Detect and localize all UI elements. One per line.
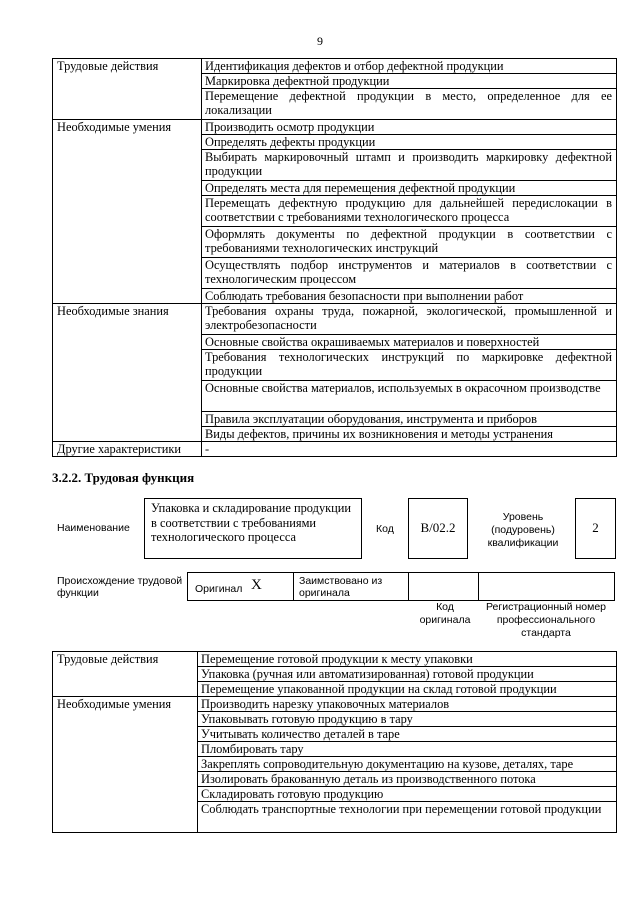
page-number: 9 xyxy=(317,34,323,48)
table-row: Оформлять документы по дефектной продукции в соответствии с требованиями технологических инструкций xyxy=(202,227,617,258)
code-label: Код xyxy=(376,523,394,535)
group-label: Необходимые знания xyxy=(53,304,202,442)
name-label: Наименование xyxy=(57,522,130,534)
table-row: Требования технологических инструкций по маркировке дефектной продукции xyxy=(202,350,617,381)
work-function-table-1 xyxy=(52,58,617,457)
table-row: Закреплять сопроводительную документацию на кузове, деталях, таре xyxy=(198,757,617,772)
divider xyxy=(408,572,409,601)
code-value: B/02.2 xyxy=(420,520,456,535)
work-function-table-2 xyxy=(52,651,617,833)
table-row: Соблюдать транспортные технологии при перемещении готовой продукции xyxy=(198,802,617,833)
table-row: Выбирать маркировочный штамп и производить маркировку дефектной продукции xyxy=(202,150,617,181)
table-row: Виды дефектов, причины их возникновения и методы устранения xyxy=(202,427,617,442)
original-mark: X xyxy=(251,577,262,593)
divider xyxy=(293,572,294,601)
level-value: 2 xyxy=(592,520,599,535)
table-row: Учитывать количество деталей в таре xyxy=(198,727,617,742)
origin-row xyxy=(187,572,615,601)
group-label: Трудовые действия xyxy=(53,652,198,697)
table-row: Складировать готовую продукцию xyxy=(198,787,617,802)
group-label: Другие характеристики xyxy=(53,442,202,457)
divider xyxy=(478,572,479,601)
borrowed-label: Заимствовано из оригинала xyxy=(299,575,383,599)
level-box xyxy=(575,498,616,559)
origin-label: Происхождение трудовой функции xyxy=(57,575,183,599)
code-original-label: Код оригинала xyxy=(419,601,471,626)
table-row: - xyxy=(202,442,617,457)
table-row: Требования охраны труда, пожарной, экологической, промышленной и электробезопасности xyxy=(202,304,617,335)
table-row: Маркировка дефектной продукции xyxy=(202,74,617,89)
reg-number-label: Регистрационный номер профессионального стандарта xyxy=(486,601,606,639)
table-row: Определять места для перемещения дефектной продукции xyxy=(202,181,617,196)
table-row: Осуществлять подбор инструментов и материалов в соответствии с технологическим процессом xyxy=(202,258,617,289)
level-label: Уровень (подуровень) квалификации xyxy=(487,511,559,549)
table-row: Упаковка (ручная или автоматизированная) готовой продукции xyxy=(198,667,617,682)
table-row: Основные свойства окрашиваемых материалов и поверхностей xyxy=(202,335,617,350)
group-label: Необходимые умения xyxy=(53,120,202,304)
table-row: Упаковывать готовую продукцию в тару xyxy=(198,712,617,727)
table-row: Перемещение упакованной продукции на склад готовой продукции xyxy=(198,682,617,697)
code-box xyxy=(408,498,468,559)
function-name-box xyxy=(144,498,362,559)
table-row: Соблюдать требования безопасности при выполнении работ xyxy=(202,289,617,304)
table-row: Перемещать дефектную продукцию для дальнейшей передислокации в соответствии с требованиями технологического процесса xyxy=(202,196,617,227)
section-title: 3.2.2. Трудовая функция xyxy=(52,470,195,485)
table-row: Определять дефекты продукции xyxy=(202,135,617,150)
function-name-value: Упаковка и складирование продукции в соответствии с требованиями технологического процесса xyxy=(151,501,352,544)
table-row: Идентификация дефектов и отбор дефектной продукции xyxy=(202,59,617,74)
table-row: Изолировать бракованную деталь из производственного потока xyxy=(198,772,617,787)
original-label: Оригинал xyxy=(195,583,243,595)
table-row: Пломбировать тару xyxy=(198,742,617,757)
table-row: Производить осмотр продукции xyxy=(202,120,617,135)
table-row: Основные свойства материалов, используемых в окрасочном производстве xyxy=(202,381,617,412)
table-row: Правила эксплуатации оборудования, инструмента и приборов xyxy=(202,412,617,427)
table-row: Производить нарезку упаковочных материалов xyxy=(198,697,617,712)
group-label: Необходимые умения xyxy=(53,697,198,833)
table-row: Перемещение дефектной продукции в место, определенное для ее локализации xyxy=(202,89,617,120)
group-label: Трудовые действия xyxy=(53,59,202,120)
table-row: Перемещение готовой продукции к месту упаковки xyxy=(198,652,617,667)
